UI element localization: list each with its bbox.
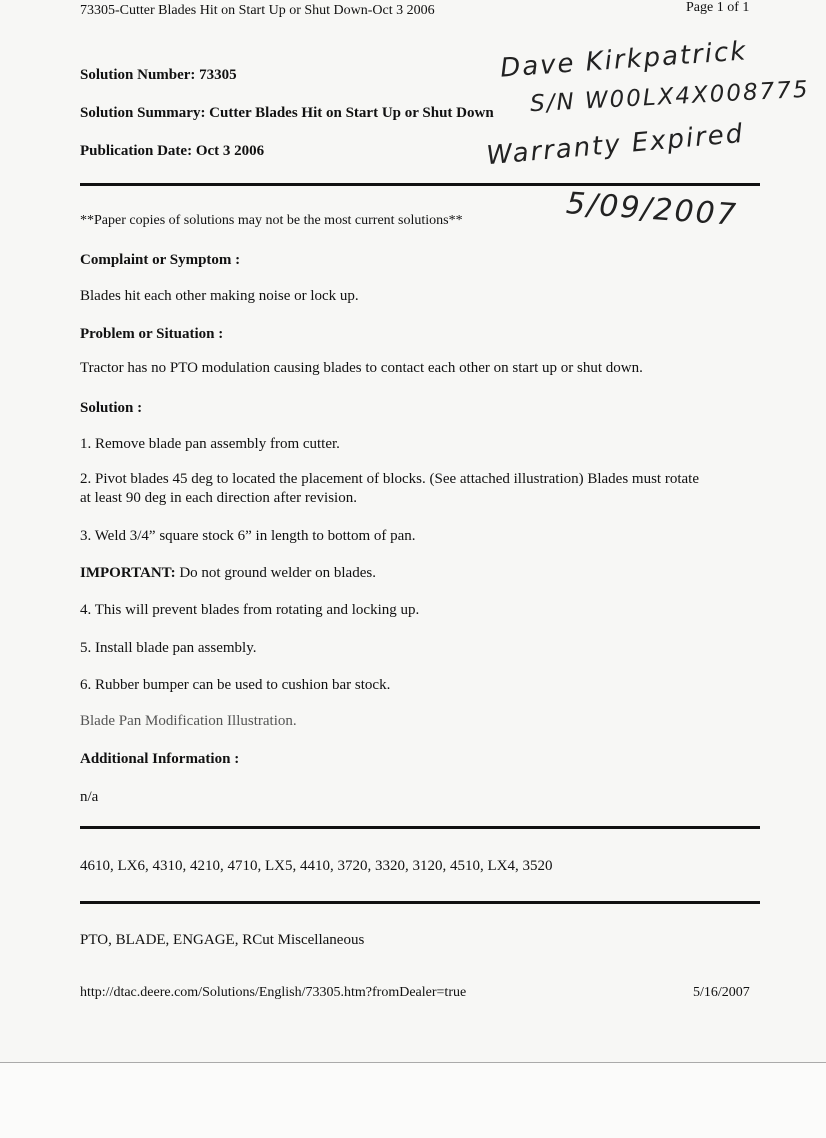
divider-rule — [80, 183, 760, 186]
step-6: 6. Rubber bumper can be used to cushion bar stock. — [80, 677, 391, 693]
important-note — [80, 565, 376, 582]
solution-summary: Solution Summary: Cutter Blades Hit on Start Up or Shut Down — [80, 105, 494, 121]
scan-background — [0, 1063, 826, 1138]
handwritten-warranty: Warranty Expired — [485, 118, 746, 172]
page-number: Page 1 of 1 — [686, 0, 750, 15]
footer-url[interactable]: http://dtac.deere.com/Solutions/English/73305.htm?fromDealer=true — [80, 985, 467, 1000]
additional-text: n/a — [80, 789, 99, 805]
important-text: Do not ground welder on blades. — [175, 565, 376, 581]
important-label: IMPORTANT: — [80, 565, 176, 581]
handwritten-serial: S/N W00LX4X008775 — [529, 76, 811, 118]
step-2-line-2: at least 90 deg in each direction after revision. — [80, 490, 357, 506]
additional-heading: Additional Information : — [80, 751, 240, 767]
keywords: PTO, BLADE, ENGAGE, RCut Miscellaneous — [80, 932, 365, 948]
models-list: 4610, LX6, 4310, 4210, 4710, LX5, 4410, 3720, 3320, 3120, 4510, LX4, 3520 — [80, 858, 553, 874]
handwritten-date: 5/09/2007 — [564, 186, 739, 233]
problem-text: Tractor has no PTO modulation causing blades to contact each other on start up or shut down. — [80, 360, 643, 376]
handwritten-name: Dave Kirkpatrick — [499, 36, 749, 84]
footer-date: 5/16/2007 — [693, 985, 750, 1000]
step-3: 3. Weld 3/4” square stock 6” in length to bottom of pan. — [80, 528, 416, 544]
disclaimer: **Paper copies of solutions may not be the most current solutions** — [80, 213, 463, 228]
divider-rule — [80, 826, 760, 829]
complaint-text: Blades hit each other making noise or lock up. — [80, 288, 359, 304]
page-header-title: 73305-Cutter Blades Hit on Start Up or Shut Down-Oct 3 2006 — [80, 3, 435, 18]
problem-heading: Problem or Situation : — [80, 326, 224, 342]
solution-heading: Solution : — [80, 400, 143, 416]
step-4: 4. This will prevent blades from rotating and locking up. — [80, 602, 420, 618]
divider-rule — [80, 901, 760, 904]
step-5: 5. Install blade pan assembly. — [80, 640, 257, 656]
publication-date: Publication Date: Oct 3 2006 — [80, 143, 265, 159]
solution-number: Solution Number: 73305 — [80, 67, 237, 83]
step-1: 1. Remove blade pan assembly from cutter. — [80, 436, 340, 452]
illustration-link[interactable]: Blade Pan Modification Illustration. — [80, 713, 297, 729]
step-2-line-1: 2. Pivot blades 45 deg to located the placement of blocks. (See attached illustration) Blades must rotate — [80, 471, 699, 487]
complaint-heading: Complaint or Symptom : — [80, 252, 241, 268]
